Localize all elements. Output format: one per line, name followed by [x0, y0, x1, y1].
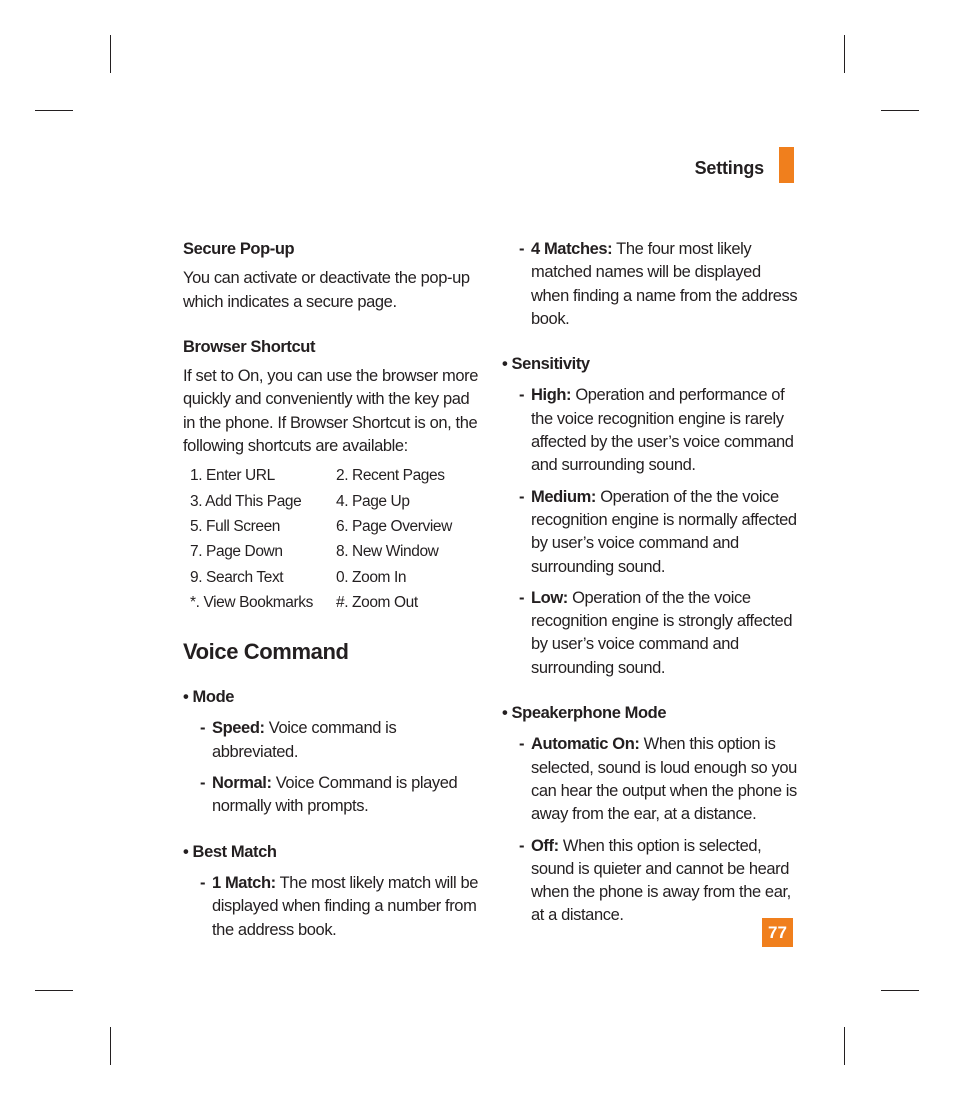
best-match-label: • Best Match [183, 842, 277, 861]
table-row [190, 490, 452, 515]
shortcut-item: 5. Full Screen [190, 517, 281, 535]
dash-marker: - [200, 873, 206, 892]
mode-label: • Mode [183, 688, 235, 707]
low-description: Operation of the the voice recognition engine is strongly affected by user’s voice command and surrounding sound. [531, 588, 793, 677]
shortcut-item: 4. Page Up [336, 492, 410, 510]
best-match-one-item [183, 872, 483, 942]
sensitivity-high-item [502, 384, 802, 477]
dash-marker: - [200, 719, 206, 738]
automatic-on-description: When this option is selected, sound is loud enough so you can hear the output when the phone is away from the ear, at a distance. [531, 735, 797, 824]
browser-shortcut-heading: Browser Shortcut [183, 337, 316, 356]
dash-marker: - [519, 240, 525, 258]
section-header-title: Settings [694, 158, 764, 178]
table-row [190, 540, 452, 565]
one-match-term: 1 Match: [212, 873, 276, 892]
section-tab-marker [779, 147, 794, 183]
speakerphone-label: • Speakerphone Mode [502, 704, 667, 723]
shortcut-item: 1. Enter URL [190, 467, 275, 485]
dash-marker: - [519, 386, 525, 405]
crop-mark-bottom-right-vertical [844, 1027, 845, 1065]
off-term: Off: [531, 836, 559, 855]
voice-command-heading: Voice Command [183, 639, 349, 665]
shortcut-item: *. View Bookmarks [190, 593, 313, 611]
crop-mark-bottom-right-horizontal [881, 990, 919, 991]
left-column [183, 238, 483, 950]
right-column [502, 238, 802, 936]
browser-shortcut-body: If set to On, you can use the browser more quickly and conveniently with the key pad in the phone. If Browser Shortcut is on, the following shortcuts are available: [183, 367, 479, 456]
speakerphone-auto-item [502, 733, 802, 826]
dash-marker: - [519, 487, 525, 506]
crop-mark-top-right-vertical [844, 35, 845, 73]
shortcut-item: #. Zoom Out [336, 593, 418, 611]
one-match-description: The most likely match will be displayed when finding a number from the address book. [212, 873, 479, 939]
dash-marker: - [519, 836, 525, 855]
normal-term: Normal: [212, 774, 272, 793]
low-term: Low: [531, 588, 568, 607]
sensitivity-low-item [502, 587, 802, 680]
shortcut-item: 0. Zoom In [336, 568, 407, 586]
crop-mark-top-left-vertical [110, 35, 111, 73]
high-term: High: [531, 386, 572, 405]
normal-description: Voice Command is played normally with prompts. [212, 774, 458, 816]
shortcut-table [190, 464, 452, 616]
secure-popup-body: You can activate or deactivate the pop-up which indicates a secure page. [183, 269, 470, 311]
crop-mark-top-left-horizontal [35, 110, 73, 111]
off-description: When this option is selected, sound is quieter and cannot be heard when the phone is away from the ear, at a distance. [531, 836, 791, 925]
secure-popup-heading: Secure Pop-up [183, 240, 295, 258]
crop-mark-bottom-left-vertical [110, 1027, 111, 1065]
mode-normal-item [183, 772, 483, 819]
medium-term: Medium: [531, 487, 597, 506]
speakerphone-off-item [502, 835, 802, 928]
medium-description: Operation of the the voice recognition engine is normally affected by user’s voice command and surrounding sound. [531, 487, 797, 576]
dash-marker: - [519, 588, 525, 607]
page-number: 77 [762, 918, 793, 947]
shortcut-item: 9. Search Text [190, 568, 284, 586]
crop-mark-top-right-horizontal [881, 110, 919, 111]
shortcut-item: 8. New Window [336, 543, 439, 561]
best-match-four-item [502, 238, 802, 331]
shortcut-item: 3. Add This Page [190, 492, 302, 510]
table-row [190, 515, 452, 540]
sensitivity-label: • Sensitivity [502, 355, 590, 374]
dash-marker: - [200, 774, 206, 793]
dash-marker: - [519, 735, 525, 754]
shortcut-item: 7. Page Down [190, 543, 283, 561]
sensitivity-medium-item [502, 486, 802, 579]
speed-description: Voice command is abbreviated. [212, 719, 397, 761]
table-row [190, 464, 452, 489]
crop-mark-bottom-left-horizontal [35, 990, 73, 991]
automatic-on-term: Automatic On: [531, 735, 640, 754]
mode-speed-item [183, 717, 483, 764]
table-row [190, 591, 452, 616]
table-row [190, 566, 452, 591]
high-description: Operation and performance of the voice recognition engine is rarely affected by the user’s voice command and surrounding sound. [531, 386, 794, 475]
shortcut-item: 2. Recent Pages [336, 467, 445, 485]
shortcut-item: 6. Page Overview [336, 517, 452, 535]
speed-term: Speed: [212, 719, 265, 738]
four-matches-description: The four most likely matched names will be displayed when finding a name from the address book. [531, 240, 798, 328]
four-matches-term: 4 Matches: [531, 240, 613, 258]
